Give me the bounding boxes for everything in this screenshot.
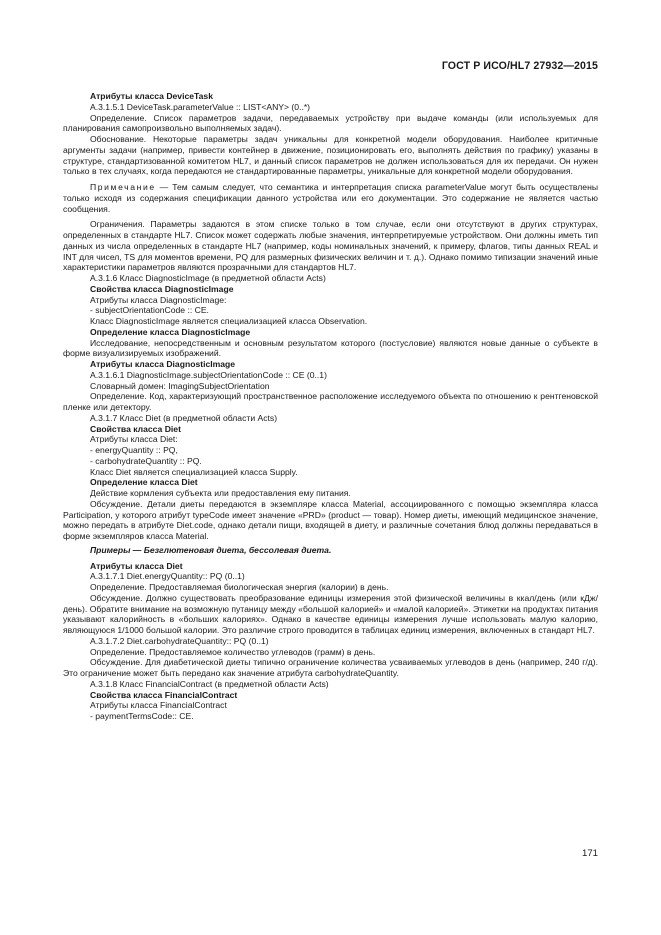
list-item: - carbohydrateQuantity :: PQ.	[90, 455, 202, 466]
paragraph: A.3.1.7.2 Diet.carbohydrateQuantity:: PQ (0..1)	[90, 635, 269, 646]
paragraph: A.3.1.7.1 Diet.energyQuantity:: PQ (0..1)	[90, 571, 245, 582]
section-heading: Атрибуты класса DiagnosticImage	[90, 359, 236, 369]
document-header: ГОСТ Р ИСО/HL7 27932—2015	[441, 60, 598, 72]
paragraph: Определение. Предоставляемая биологическая энергия (калории) в день.	[90, 582, 389, 592]
list-item: - subjectOrientationCode :: CE.	[90, 305, 209, 316]
note-paragraph	[63, 182, 598, 214]
example-paragraph: Примеры — Безглютеновая диета, бессолевая диета.	[90, 544, 332, 555]
note-label: Примечание	[90, 182, 156, 192]
section-heading: Атрибуты класса Diet	[90, 560, 183, 571]
section-heading: Свойства класса Diet	[90, 423, 181, 434]
paragraph: Действие кормления субъекта или предоставления ему питания.	[90, 488, 351, 498]
paragraph: Обсуждение. Для диабетической диеты типично ограничение количества усваиваемых углеводов в день (например, 240 г/д). Это ограничение может быть передано как значение атрибута carbohydrateQuantity.	[63, 657, 598, 678]
paragraph: A.3.1.6.1 DiagnosticImage.subjectOrientationCode :: CE (0..1)	[90, 369, 327, 380]
page-number: 171	[581, 848, 598, 859]
section-heading: Определение класса DiagnosticImage	[90, 326, 251, 337]
paragraph: Ограничения. Параметры задаются в этом списке только в том случае, если они отсутствуют в других структурах, определенных в стандарте HL7. Список может содержать любые значения, интерпретируемые устройством. Они должны иметь тип данных из числа определенных в стандарте HL7 (например, коды номинальных значений, к примеру, флагов, типы данных REAL и INT для чисел, TS для моментов времени, PQ для размерных физических величин и т. д.). Однако помимо типизации значений иные характеристики параметров являются прозрачными для стандартов HL7.	[63, 219, 598, 273]
paragraph: Обсуждение. Детали диеты передаются в экземпляре класса Material, ассоциированного с помощью экземпляра класса Participation, у которого атрибут typeCode имеет значение «PRD» (product — товар). Номер диеты, имеющий медицинское значение, можно передать в атрибуте Diet.code, однако детали пищи, входящей в диету, и различные сочетания блюд должны передаваться в форме экземпляров класса Material.	[63, 498, 598, 541]
paragraph: Атрибуты класса FinancialContract	[90, 700, 227, 711]
paragraph: Обоснование. Некоторые параметры задач уникальны для конкретной модели оборудования. Наиболее критичные аргументы задачи (например, привести контейнер в движение, позиционировать его, выполнять действия по графику) указаны в структуре, стандартизованной комитетом HL7, и данный список параметров не должен использоваться для их передачи. Он нужен только в тех случаях, когда передаются не стандартированные параметры, уникальные для конкретной модели оборудования.	[63, 134, 598, 177]
paragraph: Атрибуты класса Diet:	[90, 434, 178, 445]
paragraph: A.3.1.8 Класс FinancialContract (в предметной области Acts)	[90, 678, 329, 689]
note-text: — Тем самым следует, что семантика и интерпретация списка parameterValue могут быть осуществлены только исходя из содержания спецификации данного устройства или его документации. Это содержание не является частью сообщения.	[63, 182, 598, 214]
list-item: - energyQuantity :: PQ,	[90, 445, 178, 455]
paragraph: Определение. Список параметров задачи, передаваемых устройству при выдаче команды (или используемых для планирования самопроизвольно выполняемых задач).	[63, 112, 598, 134]
paragraph: Словарный домен: ImagingSubjectOrientation	[90, 380, 270, 391]
paragraph: Обсуждение. Должно существовать преобразование единицы измерения этой физической величины в ккал/день (или кДж/день). Обратите внимание на возможную путаницу между «большой калорией» и «малой калорией». Этикетки на продуктах питания указывают калорийность в «больших калориях». Однако в качестве единицы измерения лучше использовать малую калорию, являющуюся 1/1000 большой калории. Это различие строго проводится в таблицах единиц измерения, включенных в стандарт HL7.	[63, 592, 598, 635]
paragraph: Определение. Предоставляемое количество углеводов (грамм) в день.	[90, 646, 376, 657]
paragraph: Атрибуты класса DeviceTask	[90, 91, 213, 101]
paragraph: Определение. Код, характеризующий пространственное расположение исследуемого объекта по отношению к рентгеновской пленке или детектору.	[63, 391, 598, 412]
section-heading: Свойства класса DiagnosticImage	[90, 283, 234, 294]
paragraph: A.3.1.6 Класс DiagnosticImage (в предметной области Acts)	[90, 273, 326, 283]
section-heading: Определение класса Diet	[90, 477, 198, 488]
paragraph: Класс Diet является специализацией класса Supply.	[90, 466, 298, 477]
document-body	[63, 91, 598, 722]
paragraph: Исследование, непосредственным и основным результатом которого (постусловие) являются новые данные о субъекте в форме визуализируемых изображений.	[63, 337, 598, 359]
list-item: - paymentTermsCode:: CE.	[90, 711, 194, 721]
paragraph: A.3.1.7 Класс Diet (в предметной области Acts)	[90, 412, 278, 423]
section-heading: Свойства класса FinancialContract	[90, 689, 238, 700]
paragraph: Атрибуты класса DiagnosticImage:	[90, 294, 227, 305]
paragraph: Класс DiagnosticImage является специализацией класса Observation.	[90, 316, 368, 326]
paragraph: A.3.1.5.1 DeviceTask.parameterValue :: LIST<ANY> (0..*)	[90, 101, 311, 112]
